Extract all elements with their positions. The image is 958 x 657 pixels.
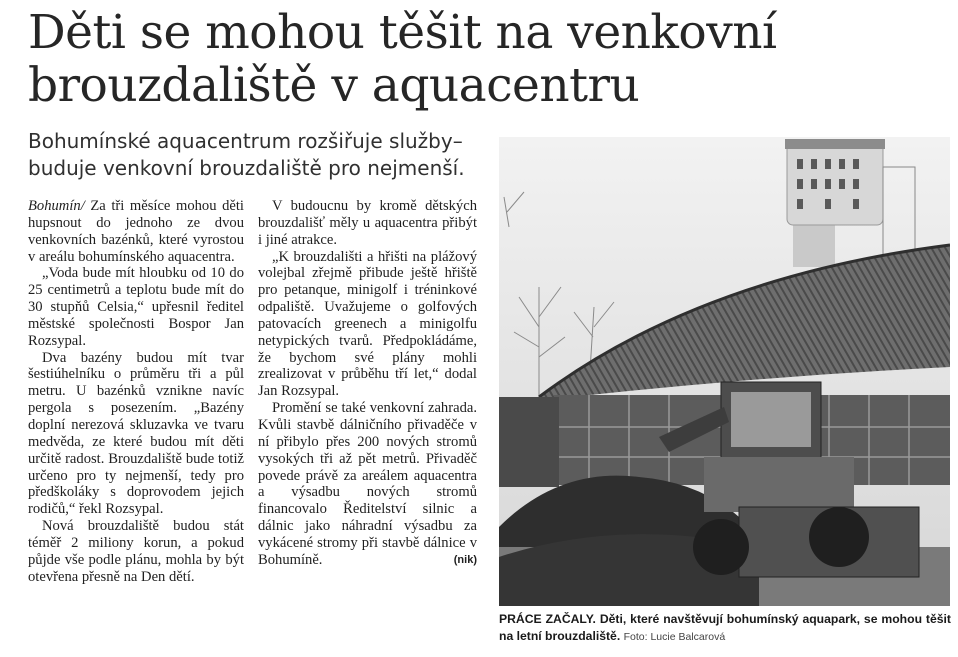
article-paragraph	[28, 198, 244, 265]
article-column-2	[258, 198, 477, 569]
article-column-1	[28, 198, 244, 585]
photo-caption	[499, 611, 951, 646]
article-paragraph: Nová brouzdaliště budou stát téměř 2 miliony korun, a pokud půjde vše podle plánu, mohla by být otevřena přesně na Den dětí.	[28, 518, 244, 585]
article-photo	[499, 137, 950, 606]
dateline: Bohumín/	[28, 198, 85, 214]
article-deck: Bohumínské aquacentrum rozšiřuje služby– buduje venkovní brouzdaliště pro nejmenší.	[28, 129, 465, 180]
paragraph-text: Promění se také venkovní zahrada. Kvůli stavbě dálničního přivaděče v ní přibylo přes 200 nových stromů vysokých tři až pět metrů. Přivaděč povede právě za areálem aquacentra a výsadbu nových stromů financovalo Ředitelství silnic a dálnic jako náhradní výsadbu za vykácené stromy při stavbě dálnice v Bohumíně.	[258, 400, 477, 568]
caption-text: Děti, které navštěvují bohumínský aquapark, se mohou těšit na letní brouzdaliště.	[499, 612, 951, 643]
article-paragraph: „Voda bude mít hloubku od 10 do 25 centimetrů a teplotu bude mít do 30 stupňů Celsia,“ upřesnil ředitel městské společnosti Bospor Jan Rozsypal.	[28, 265, 244, 349]
aquacentre-construction-photo	[499, 137, 950, 606]
article-paragraph: „K brouzdališti a hřišti na plážový volejbal zřejmě přibude ještě hřiště pro petanque, minigolf i tréninkové odpaliště. Uvažujeme o golfových patovacích greenech a minigolfu netypických tvarů. Předpokládáme, že bychom své plány mohli zrealizovat v průběhu tří let,“ dodal Jan Rozsypal.	[258, 248, 477, 400]
caption-headline: PRÁCE ZAČALY.	[499, 612, 596, 626]
article-paragraph: Dva bazény budou mít tvar šestiúhelníku o průměru tři a půl metru. U bazénků vznikne navíc pergola s posezením. „Bazény doplní nerezová skluzavka ve tvaru medvěda, ze které budou mít děti určitě radost. Brouzdaliště bude totiž určeno pro ty nejmenší, tedy pro předškoláky s doprovodem jejich rodičů,“ řekl Rozsypal.	[28, 349, 244, 518]
photo-credit: Foto: Lucie Balcarová	[623, 631, 726, 643]
author-signature: (nik)	[453, 553, 477, 566]
article-headline: Děti se mohou těšit na venkovní brouzdaliště v aquacentru	[28, 5, 777, 113]
article-paragraph	[258, 400, 477, 568]
article-paragraph: V budoucnu by kromě dětských brouzdališť měly u aquacentra přibýt i jiné atrakce.	[258, 198, 477, 248]
paragraph-text: Za tři měsíce mohou děti hupsnout do jednoho ze dvou venkovních bazénků, které vyrostou v areálu bohumínského aquacentra.	[28, 198, 244, 265]
